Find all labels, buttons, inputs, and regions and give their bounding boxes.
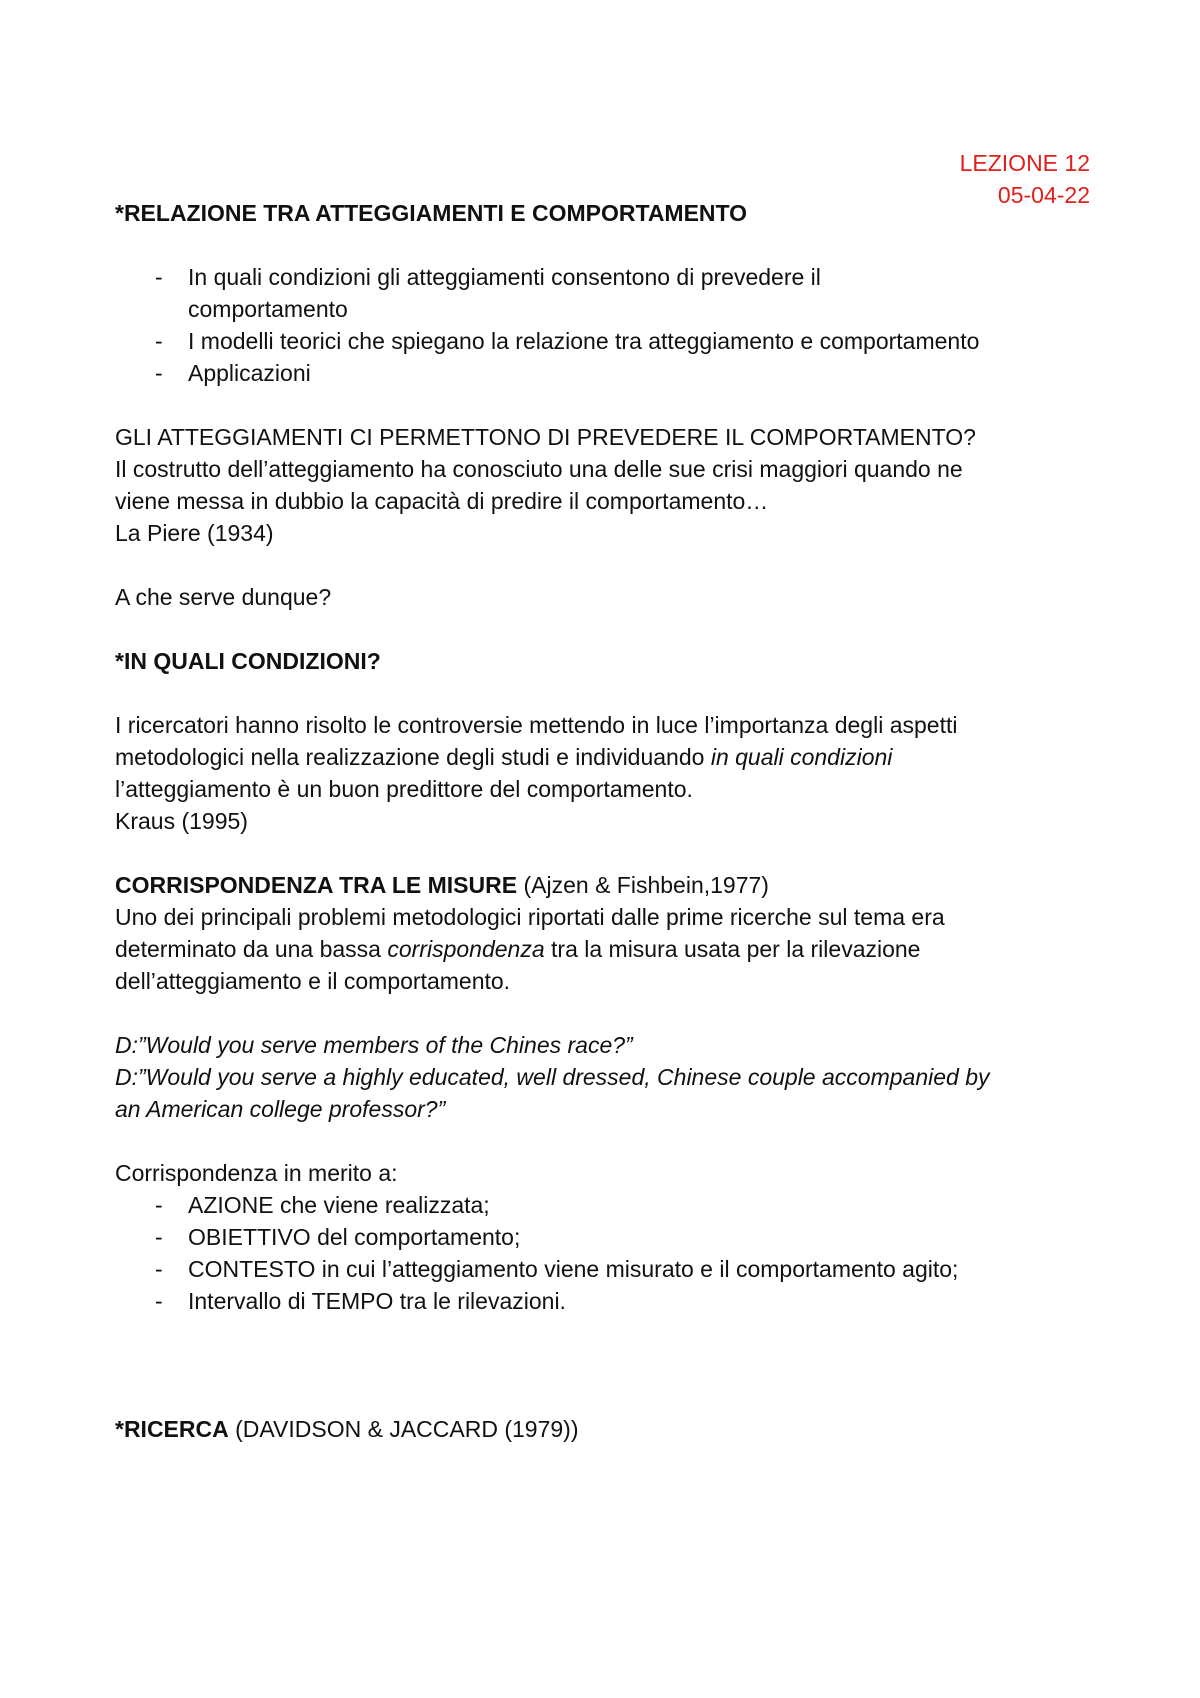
text-span: determinato da una bassa [115, 936, 388, 962]
bullet-dash: - [155, 360, 163, 386]
list-intro: Corrispondenza in merito a: [115, 1160, 398, 1186]
list-item: AZIONE che viene realizzata; [188, 1192, 490, 1218]
paragraph-line: l’atteggiamento è un buon predittore del comportamento. [115, 776, 693, 802]
citation: La Piere (1934) [115, 520, 274, 546]
title-reference: (Ajzen & Fishbein,1977) [517, 872, 769, 898]
paragraph-line: dell’atteggiamento e il comportamento. [115, 968, 511, 994]
question-line: A che serve dunque? [115, 584, 332, 610]
list-item: OBIETTIVO del comportamento; [188, 1224, 521, 1250]
title-bold: CORRISPONDENZA TRA LE MISURE [115, 872, 518, 898]
list-item: CONTESTO in cui l’atteggiamento viene misurato e il comportamento agito; [188, 1256, 959, 1282]
section-title-ricerca [115, 1414, 579, 1444]
list-item: I modelli teorici che spiegano la relazione tra atteggiamento e comportamento [188, 328, 980, 354]
emphasis-text: corrispondenza [387, 936, 545, 962]
bullet-dash: - [155, 1224, 163, 1250]
bullet-dash: - [155, 1256, 163, 1282]
lesson-number: LEZIONE 12 [959, 150, 1090, 176]
citation: Kraus (1995) [115, 808, 248, 834]
paragraph-line [115, 934, 920, 964]
quote-line: an American college professor?” [115, 1096, 446, 1122]
quote-line: D:”Would you serve a highly educated, well dressed, Chinese couple accompanied by [115, 1064, 990, 1090]
text-span: tra la misura usata per la rilevazione [544, 936, 921, 962]
list-item: Intervallo di TEMPO tra le rilevazioni. [188, 1288, 566, 1314]
lesson-date: 05-04-22 [997, 182, 1090, 208]
bullet-dash: - [155, 328, 163, 354]
paragraph-line: Uno dei principali problemi metodologici riportati dalle prime ricerche sul tema era [115, 904, 945, 930]
list-item: In quali condizioni gli atteggiamenti consentono di prevedere il [188, 264, 821, 290]
bullet-dash: - [155, 1288, 163, 1314]
section-title-prevedere: GLI ATTEGGIAMENTI CI PERMETTONO DI PREVEDERE IL COMPORTAMENTO? [115, 424, 976, 450]
title-bold: *RICERCA [115, 1416, 229, 1442]
bullet-dash: - [155, 264, 163, 290]
title-reference: (DAVIDSON & JACCARD (1979)) [228, 1416, 579, 1442]
emphasis-text: in quali condizioni [710, 744, 893, 770]
list-item-continuation: comportamento [188, 296, 348, 322]
bullet-dash: - [155, 1192, 163, 1218]
paragraph-line: I ricercatori hanno risolto le controversie mettendo in luce l’importanza degli aspetti [115, 712, 958, 738]
list-item: Applicazioni [188, 360, 311, 386]
section-title-relazione: *RELAZIONE TRA ATTEGGIAMENTI E COMPORTAMENTO [115, 200, 748, 226]
paragraph-line: Il costrutto dell’atteggiamento ha conosciuto una delle sue crisi maggiori quando ne [115, 456, 963, 482]
text-span: metodologici nella realizzazione degli studi e individuando [115, 744, 711, 770]
section-title-condizioni: *IN QUALI CONDIZIONI? [115, 648, 381, 674]
paragraph-line: viene messa in dubbio la capacità di predire il comportamento… [115, 488, 769, 514]
quote-line: D:”Would you serve members of the Chines race?” [115, 1032, 633, 1058]
section-title-corrispondenza [115, 870, 769, 900]
paragraph-line [115, 742, 892, 772]
